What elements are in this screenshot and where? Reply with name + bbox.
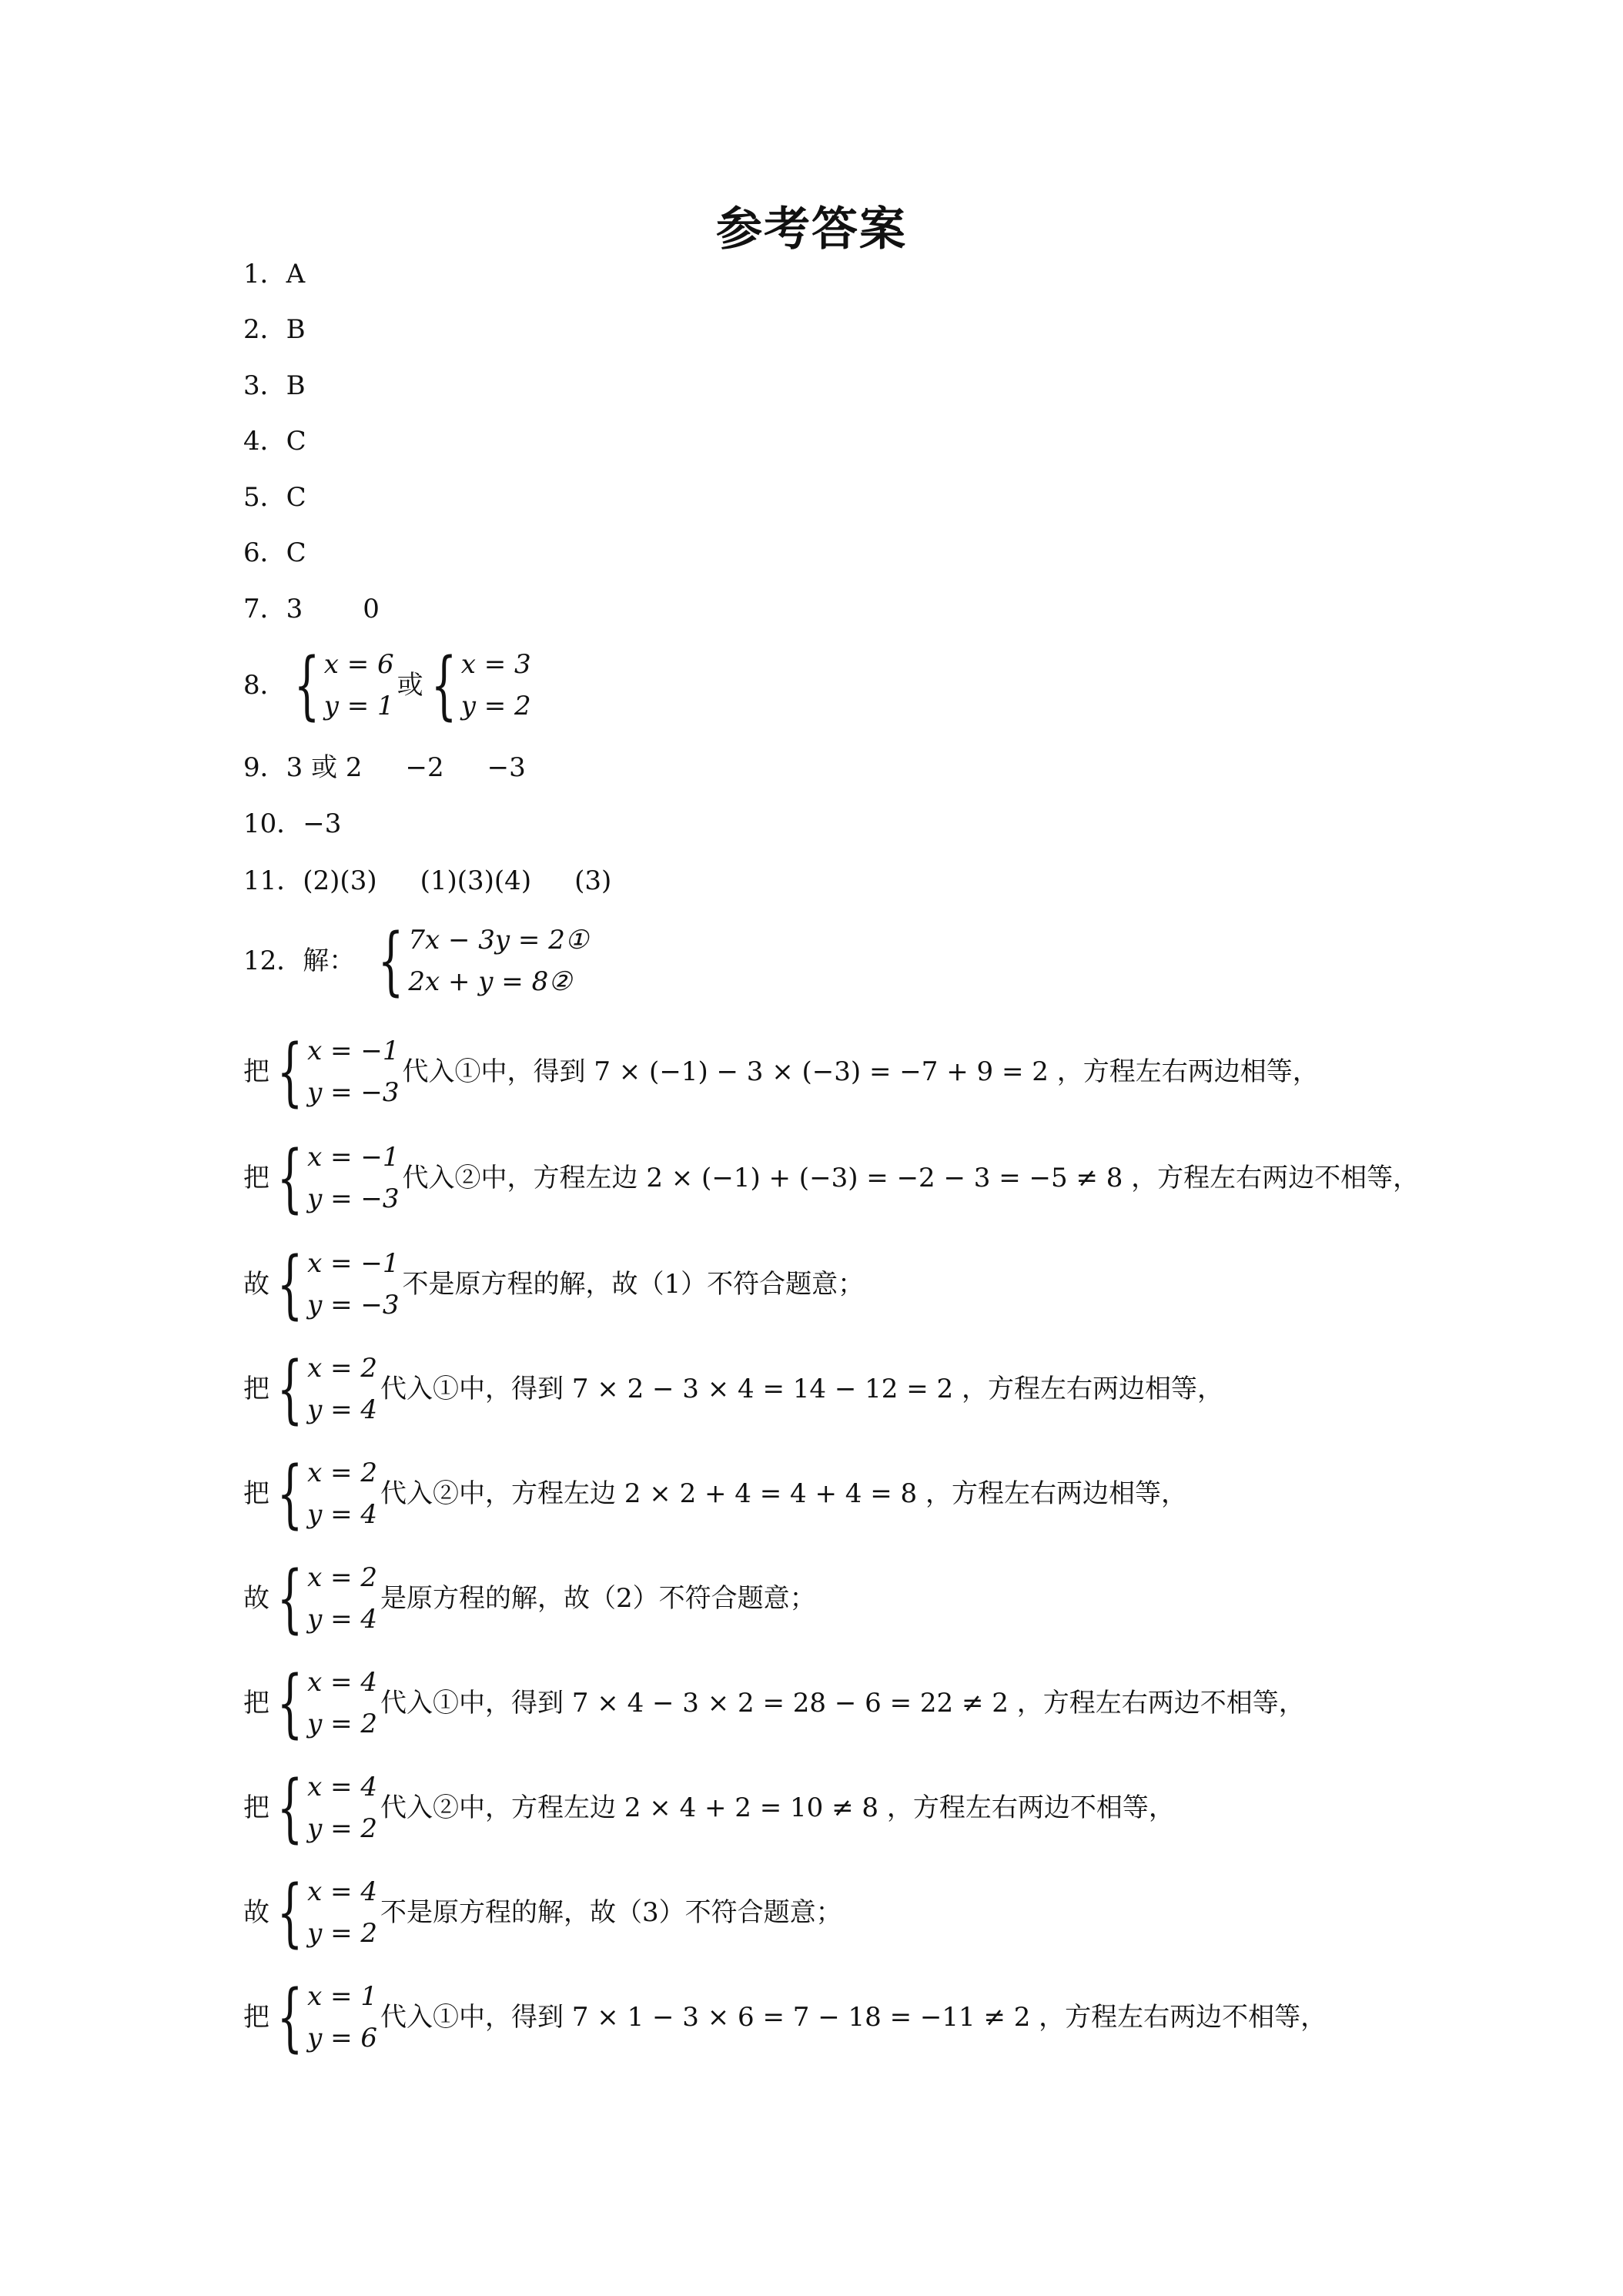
solution-step: 把 { x = 2 y = 4 代入②中，方程左边 2 × 2 + 4 = 4 + 4 = 8 ，方程左右两边相等，: [243, 1451, 1187, 1537]
answer-line: 5． C: [243, 482, 306, 513]
equation-system: { x = −1 y = −3: [276, 1029, 400, 1115]
equation-system: { x = 4 y = 2: [276, 1660, 378, 1746]
left-brace: {: [276, 1346, 303, 1432]
solution-step: 故 { x = −1 y = −3 不是原方程的解，故（1）不符合题意；: [243, 1241, 865, 1327]
solution-step: 把 { x = 4 y = 2 代入②中，方程左边 2 × 4 + 2 = 10 ≠ 8 ，方程左右两边不相等，: [243, 1765, 1175, 1851]
answer-line-7: 7． 3 0: [243, 594, 380, 624]
left-brace: {: [293, 642, 320, 728]
equation-system: { x = 6 y = 1: [293, 642, 394, 728]
answer-line-11: 11． (2)(3) (1)(3)(4) (3): [243, 865, 612, 896]
equation-system: { x = −1 y = −3: [276, 1241, 400, 1327]
answer-line-8: 8． { x = 6 y = 1 或 { x = 3 y = 2: [243, 642, 531, 728]
equation-system: { x = 2 y = 4: [276, 1451, 378, 1537]
left-brace: {: [276, 1451, 303, 1537]
solution-step: 把 { x = −1 y = −3 代入②中，方程左边 2 × (−1) + (−3) = −2 − 3 = −5 ≠ 8 ，方程左右两边不相等，: [243, 1135, 1420, 1221]
left-brace: {: [378, 918, 404, 1004]
left-brace: {: [276, 1029, 303, 1115]
solution-step: 把 { x = 2 y = 4 代入①中，得到 7 × 2 − 3 × 4 = 14 − 12 = 2 ，方程左右两边相等，: [243, 1346, 1223, 1432]
left-brace: {: [276, 1765, 303, 1851]
answer-line: 1． A: [243, 259, 306, 290]
equation-system: { x = −1 y = −3: [276, 1135, 400, 1221]
left-brace: {: [276, 1135, 303, 1221]
solution-step: 故 { x = 4 y = 2 不是原方程的解，故（3）不符合题意；: [243, 1869, 842, 1956]
solution-step: 故 { x = 2 y = 4 是原方程的解，故（2）不符合题意；: [243, 1555, 816, 1642]
answer-line: 6． C: [243, 537, 306, 568]
left-brace: {: [276, 1241, 303, 1327]
answer-line: 2． B: [243, 314, 306, 345]
left-brace: {: [276, 1869, 303, 1956]
solution-step: 把 { x = 4 y = 2 代入①中，得到 7 × 4 − 3 × 2 = 28 − 6 = 22 ≠ 2 ，方程左右两边不相等，: [243, 1660, 1305, 1746]
left-brace: {: [276, 1555, 303, 1642]
equation-system: { x = 2 y = 4: [276, 1346, 378, 1432]
solution-step: 把 { x = 1 y = 6 代入①中，得到 7 × 1 − 3 × 6 = 7 − 18 = −11 ≠ 2 ，方程左右两边不相等，: [243, 1974, 1327, 2060]
solution-step: 把 { x = −1 y = −3 代入①中，得到 7 × (−1) − 3 × (−3) = −7 + 9 = 2 ，方程左右两边相等，: [243, 1029, 1319, 1115]
left-brace: {: [276, 1974, 303, 2060]
answer-line: 3． B: [243, 370, 306, 401]
answer-line-12: 12．解： { 7x − 3y = 2① 2x + y = 8②: [243, 918, 589, 1004]
equation-system: { x = 2 y = 4: [276, 1555, 378, 1642]
equation-system: { x = 3 y = 2: [430, 642, 531, 728]
answer-line: 4． C: [243, 426, 306, 457]
left-brace: {: [276, 1660, 303, 1746]
answer-line-9: 9． 3 或 2 −2 −3: [243, 752, 526, 783]
equation-system: { 7x − 3y = 2① 2x + y = 8②: [378, 918, 589, 1004]
equation-system: { x = 4 y = 2: [276, 1869, 378, 1956]
equation-system: { x = 4 y = 2: [276, 1765, 378, 1851]
page-title: 参考答案: [716, 202, 907, 256]
answer-line-10: 10． −3: [243, 808, 342, 839]
left-brace: {: [430, 642, 457, 728]
equation-system: { x = 1 y = 6: [276, 1974, 378, 2060]
